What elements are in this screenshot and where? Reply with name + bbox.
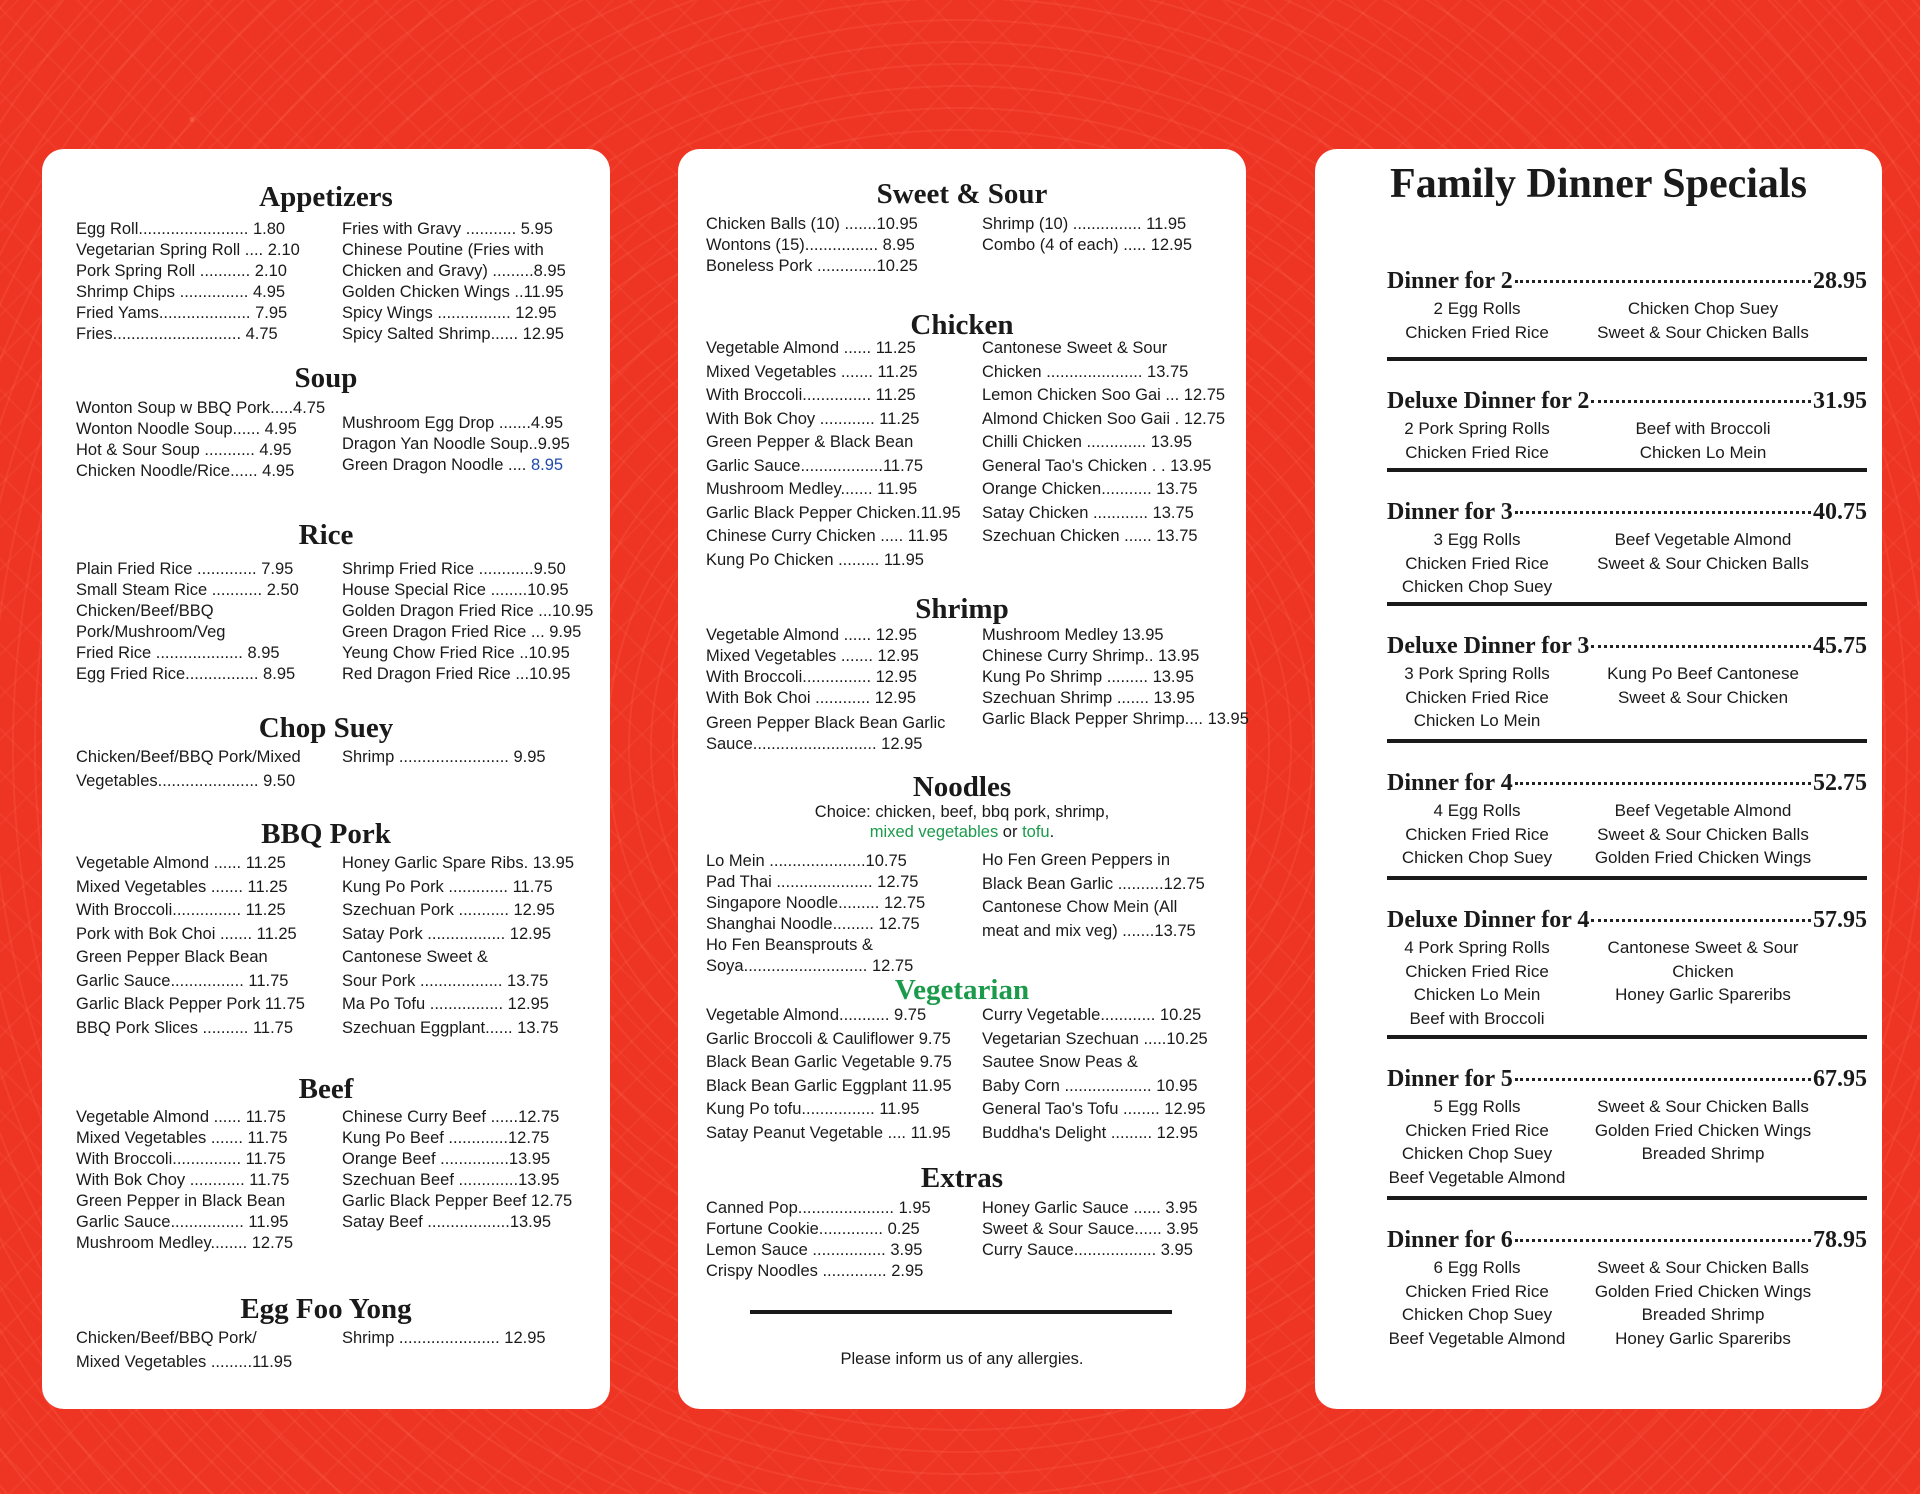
menu-item: Green Pepper Black Bean Garlic: [706, 714, 946, 732]
menu-item: Shrimp Fried Rice ............9.50: [342, 560, 566, 578]
deal-item-column: [1588, 799, 1818, 870]
menu-item: Black Bean Garlic Vegetable 9.75: [706, 1053, 952, 1071]
deal-divider: [1387, 1196, 1867, 1200]
menu-item: Lemon Chicken Soo Gai ... 12.75: [982, 386, 1226, 404]
menu-item: Cantonese Sweet &: [342, 948, 488, 966]
menu-item: Green Pepper Black Bean: [76, 948, 268, 966]
menu-item: Satay Pork ................. 12.95: [342, 924, 552, 943]
item-column: [76, 1107, 293, 1254]
menu-item: Mixed Vegetables ....... 11.25: [76, 877, 288, 896]
menu-item: Pork with Bok Choi ....... 11.25: [76, 924, 297, 943]
menu-item: Chinese Curry Chicken ..... 11.95: [706, 527, 948, 545]
menu-item: Vegetable Almond ...... 11.75: [76, 1108, 286, 1126]
menu-item: General Tao's Chicken . . 13.95: [982, 456, 1212, 475]
dot-leader: [1515, 511, 1811, 514]
section-title: Noodles: [912, 771, 1012, 803]
item-price: 8.95: [530, 456, 564, 474]
deal-item: Chicken Chop Suey: [1401, 1144, 1553, 1163]
deal-item: Sweet & Sour Chicken Balls: [1597, 553, 1809, 573]
item-column: [76, 852, 305, 1040]
menu-item: Green Pepper in Black Bean: [76, 1192, 286, 1210]
menu-item: Garlic Black Pepper Pork 11.75: [76, 995, 305, 1013]
deal-item-column: [1588, 1095, 1818, 1166]
deal-name: Dinner for 4: [1387, 770, 1513, 796]
deal-price: 28.95: [1813, 268, 1867, 294]
deal-item: Honey Garlic Spareribs: [1615, 1328, 1791, 1348]
menu-item: Mixed Vegetables ....... 11.25: [706, 362, 918, 381]
deal-item-column: [1362, 417, 1592, 464]
item-column: [342, 413, 570, 476]
page-title: Family Dinner Specials: [1390, 161, 1807, 207]
menu-item: Plain Fried Rice ............. 7.95: [76, 560, 294, 578]
menu-item: Chicken and Gravy) .........8.95: [342, 262, 566, 280]
menu-item: Fried Rice ................... 8.95: [76, 644, 280, 662]
deal-item: 2 Pork Spring Rolls: [1404, 419, 1550, 438]
deal-item: Chicken Fried Rice: [1405, 687, 1549, 707]
menu-item: Pad Thai ..................... 12.75: [706, 873, 919, 891]
menu-item: Red Dragon Fried Rice ...10.95: [342, 665, 571, 683]
deal-item: Kung Po Beef Cantonese: [1607, 664, 1799, 683]
menu-item: Buddha's Delight ......... 12.95: [982, 1123, 1198, 1142]
deal-heading: [1387, 906, 1867, 934]
menu-item: Wonton Noodle Soup...... 4.95: [76, 420, 297, 438]
section-title: Chicken: [910, 309, 1014, 341]
deal-item: Honey Garlic Spareribs: [1615, 985, 1791, 1004]
menu-item: BBQ Pork Slices .......... 11.75: [76, 1018, 294, 1037]
dot-leader: [1591, 645, 1811, 648]
deal-item: Chicken Fried Rice: [1405, 553, 1549, 573]
dot-leader: [1591, 400, 1811, 403]
deal-item: Chicken Fried Rice: [1405, 1281, 1549, 1301]
menu-item: Cantonese Chow Mein (All: [982, 898, 1178, 916]
deal-item: Beef Vegetable Almond: [1614, 801, 1792, 820]
deal-name: Deluxe Dinner for 3: [1387, 633, 1590, 659]
deal-item: Golden Fried Chicken Wings: [1594, 1120, 1812, 1140]
menu-item: Vegetable Almond........... 9.75: [706, 1006, 927, 1024]
item-column: [982, 1198, 1198, 1261]
choice-option: tofu: [1022, 823, 1050, 841]
deal-divider: [1387, 357, 1867, 361]
deal-item-column: [1588, 417, 1818, 464]
deal-item-column: [1362, 662, 1592, 733]
menu-item: With Bok Choy ............ 11.25: [706, 409, 920, 428]
deal-item-column: [1588, 297, 1818, 344]
menu-item: Fried Yams.................... 7.95: [76, 304, 288, 322]
menu-item: Pork Spring Roll ........... 2.10: [76, 262, 287, 280]
menu-item: Szechuan Eggplant...... 13.75: [342, 1018, 559, 1037]
menu-item: Szechuan Shrimp ....... 13.95: [982, 689, 1195, 707]
deal-item: Chicken Fried Rice: [1405, 442, 1549, 462]
menu-item: Hot & Sour Soup ........... 4.95: [76, 441, 292, 459]
menu-panel-right: [1315, 149, 1882, 1409]
divider: [750, 1310, 1172, 1314]
deal-item: Sweet & Sour Chicken Balls: [1597, 1097, 1809, 1116]
deal-heading: [1387, 632, 1867, 660]
menu-item: Garlic Sauce................ 11.95: [76, 1213, 289, 1231]
menu-item: Black Bean Garlic Eggplant 11.95: [706, 1076, 952, 1095]
deal-item-column: [1588, 528, 1818, 575]
item-column: [706, 214, 918, 277]
menu-item: Golden Dragon Fried Rice ...10.95: [342, 602, 594, 620]
menu-item: Green Pepper & Black Bean: [706, 433, 914, 451]
section-title: Extras: [920, 1162, 1004, 1194]
menu-item: Soya........................... 12.75: [706, 957, 914, 975]
menu-item: Crispy Noodles .............. 2.95: [706, 1262, 924, 1280]
menu-item: Garlic Sauce................ 11.75: [76, 971, 289, 990]
menu-item: Chicken/Beef/BBQ: [76, 602, 214, 620]
dot-leader: [1515, 1239, 1811, 1242]
deal-item-column: [1588, 1256, 1818, 1350]
section-title: Egg Foo Yong: [240, 1293, 412, 1325]
deal-heading: [1387, 267, 1867, 295]
noodle-choice-note: [678, 802, 1246, 842]
deal-item: 5 Egg Rolls: [1433, 1097, 1521, 1116]
menu-item: Chinese Poutine (Fries with: [342, 241, 544, 259]
menu-item: General Tao's Tofu ........ 12.95: [982, 1100, 1206, 1118]
menu-item: With Bok Choi ............ 12.95: [706, 689, 917, 707]
menu-item: Cantonese Sweet & Sour: [982, 339, 1168, 357]
menu-item: Spicy Wings ................ 12.95: [342, 304, 557, 322]
deal-price: 45.75: [1813, 633, 1867, 659]
menu-item: Garlic Sauce..................11.75: [706, 456, 924, 475]
menu-item: Sour Pork .................. 13.75: [342, 971, 549, 990]
menu-item: Small Steam Rice ........... 2.50: [76, 581, 299, 599]
dot-leader: [1515, 782, 1811, 785]
menu-item: Vegetarian Spring Roll .... 2.10: [76, 241, 300, 259]
deal-item: 2 Egg Rolls: [1433, 299, 1521, 318]
menu-item: Satay Chicken ............ 13.75: [982, 503, 1194, 522]
deal-item: Cantonese Sweet & Sour: [1607, 938, 1799, 957]
deal-item-column: [1362, 1256, 1592, 1350]
item-column: [76, 559, 299, 685]
deal-name: Deluxe Dinner for 4: [1387, 907, 1590, 933]
deal-item: Chicken Chop Suey: [1401, 1305, 1553, 1324]
menu-item: Yeung Chow Fried Rice ..10.95: [342, 644, 570, 662]
menu-item: Wontons (15)................ 8.95: [706, 236, 915, 254]
menu-item: Mushroom Medley....... 11.95: [706, 480, 918, 498]
menu-item: House Special Rice ........10.95: [342, 581, 569, 599]
deal-item-column: [1362, 297, 1592, 344]
item-column: [76, 746, 301, 793]
deal-item: Beef Vegetable Almond: [1388, 1167, 1566, 1187]
section-title: Shrimp: [915, 593, 1009, 625]
dot-leader: [1515, 280, 1811, 283]
menu-item: Kung Po Beef .............12.75: [342, 1129, 550, 1147]
deal-item: Chicken Fried Rice: [1405, 961, 1549, 981]
deal-divider: [1387, 739, 1867, 743]
dot-leader: [1591, 919, 1811, 922]
item-column: [342, 1327, 546, 1351]
deal-item: 4 Egg Rolls: [1433, 801, 1521, 820]
deal-item-column: [1362, 1095, 1592, 1189]
deal-item: Sweet & Sour Chicken Balls: [1597, 322, 1809, 342]
section-title: Rice: [298, 519, 354, 551]
menu-item: With Broccoli............... 12.95: [706, 668, 917, 686]
menu-item: Egg Roll........................ 1.80: [76, 220, 286, 238]
allergy-note: Please inform us of any allergies.: [840, 1350, 1084, 1368]
menu-item: Curry Sauce.................. 3.95: [982, 1241, 1193, 1259]
item-column: [982, 214, 1192, 256]
menu-item: Garlic Black Pepper Shrimp.... 13.95: [982, 710, 1249, 728]
menu-item: Mixed Vegetables .........11.95: [76, 1352, 293, 1371]
menu-item: Vegetable Almond ...... 11.25: [706, 339, 916, 357]
menu-item: Vegetable Almond ...... 11.25: [76, 854, 286, 872]
choice-end: .: [1049, 823, 1055, 841]
section-title: BBQ Pork: [261, 818, 391, 850]
menu-item: Kung Po Shrimp ......... 13.95: [982, 668, 1194, 686]
menu-item: Mushroom Medley 13.95: [982, 626, 1164, 644]
deal-item: 4 Pork Spring Rolls: [1404, 938, 1550, 957]
menu-item: Orange Beef ...............13.95: [342, 1150, 551, 1168]
dot-leader: [1515, 1078, 1811, 1081]
menu-item: Orange Chicken........... 13.75: [982, 480, 1198, 498]
menu-item: Chicken Noodle/Rice...... 4.95: [76, 462, 295, 480]
deal-item: Beef with Broccoli: [1635, 419, 1771, 438]
menu-item: Fortune Cookie.............. 0.25: [706, 1220, 920, 1238]
item-column: [982, 337, 1225, 549]
menu-item: Kung Po Chicken ......... 11.95: [706, 550, 924, 569]
menu-item: Chicken Balls (10) .......10.95: [706, 215, 918, 233]
deal-item-column: [1588, 662, 1818, 709]
menu-item: Spicy Salted Shrimp...... 12.95: [342, 325, 564, 343]
deal-divider: [1387, 1035, 1867, 1039]
deal-divider: [1387, 876, 1867, 880]
deal-item: Chicken Fried Rice: [1405, 824, 1549, 844]
deal-item: Chicken Lo Mein: [1413, 985, 1541, 1004]
menu-item: Singapore Noodle......... 12.75: [706, 894, 926, 912]
menu-item: Combo (4 of each) ..... 12.95: [982, 236, 1193, 254]
deal-price: 40.75: [1813, 499, 1867, 525]
menu-item: Vegetable Almond ...... 12.95: [706, 626, 917, 644]
item-column: [982, 1004, 1208, 1145]
menu-item: [342, 455, 570, 476]
menu-item: Lo Mein .....................10.75: [706, 852, 907, 870]
menu-item: Chinese Curry Beef ......12.75: [342, 1108, 560, 1126]
deal-price: 52.75: [1813, 770, 1867, 796]
deal-item: Chicken Lo Mein: [1639, 442, 1767, 462]
menu-item: Lemon Sauce ................ 3.95: [706, 1241, 923, 1259]
menu-item: Fries............................ 4.75: [76, 325, 278, 343]
deal-item: 6 Egg Rolls: [1433, 1258, 1521, 1277]
item-column: [76, 219, 300, 345]
menu-item: Satay Peanut Vegetable .... 11.95: [706, 1123, 951, 1142]
menu-item: Garlic Broccoli & Cauliflower 9.75: [706, 1029, 951, 1048]
menu-item: Ma Po Tofu ................ 12.95: [342, 995, 549, 1013]
section-title: Appetizers: [259, 181, 393, 213]
section-title: Sweet & Sour: [876, 178, 1048, 210]
menu-item: Almond Chicken Soo Gaii . 12.75: [982, 409, 1226, 428]
menu-item: Baby Corn ................... 10.95: [982, 1076, 1198, 1095]
menu-item: Black Bean Garlic ..........12.75: [982, 874, 1205, 893]
menu-item: Boneless Pork .............10.25: [706, 257, 918, 275]
choice-line: Choice: chicken, beef, bbq pork, shrimp,: [814, 803, 1110, 821]
menu-item: Mushroom Medley........ 12.75: [76, 1234, 294, 1252]
menu-item: Mushroom Egg Drop .......4.95: [342, 414, 564, 432]
menu-item: Golden Chicken Wings ..11.95: [342, 283, 564, 301]
menu-item: Vegetables...................... 9.50: [76, 771, 296, 790]
deal-divider: [1387, 468, 1867, 472]
deal-heading: [1387, 1065, 1867, 1093]
deal-item: Chicken Lo Mein: [1413, 711, 1541, 730]
menu-item: Canned Pop..................... 1.95: [706, 1199, 931, 1217]
menu-item: Green Dragon Fried Rice ... 9.95: [342, 623, 582, 641]
menu-item: Fries with Gravy ........... 5.95: [342, 220, 553, 238]
menu-item: Curry Vegetable............ 10.25: [982, 1006, 1202, 1024]
menu-item: Chicken/Beef/BBQ Pork/Mixed: [76, 748, 301, 766]
menu-item: Shrimp ...................... 12.95: [342, 1329, 546, 1347]
deal-name: Dinner for 2: [1387, 268, 1513, 294]
menu-item: Kung Po tofu................ 11.95: [706, 1100, 920, 1118]
deal-item: Beef Vegetable Almond: [1388, 1328, 1566, 1348]
menu-item: Wonton Soup w BBQ Pork.....4.75: [76, 399, 326, 417]
item-column: [706, 625, 945, 755]
deal-item: Golden Fried Chicken Wings: [1594, 1281, 1812, 1301]
menu-item: With Broccoli............... 11.25: [76, 901, 286, 919]
deal-item: Chicken: [1672, 961, 1734, 981]
menu-item: Honey Garlic Spare Ribs. 13.95: [342, 854, 575, 872]
deal-name: Deluxe Dinner for 2: [1387, 388, 1590, 414]
menu-item: Garlic Black Pepper Chicken.11.95: [706, 503, 961, 522]
item-column: [342, 1107, 572, 1233]
item-column: [982, 625, 1249, 730]
menu-item: Kung Po Pork ............. 11.75: [342, 877, 553, 896]
deal-name: Dinner for 6: [1387, 1227, 1513, 1253]
menu-item: Chicken ..................... 13.75: [982, 362, 1189, 381]
menu-item: Sweet & Sour Sauce...... 3.95: [982, 1220, 1199, 1238]
deal-item: Sweet & Sour Chicken: [1617, 687, 1789, 707]
deal-item: Chicken Chop Suey: [1401, 848, 1553, 867]
menu-item: meat and mix veg) .......13.75: [982, 921, 1196, 940]
menu-item: Dragon Yan Noodle Soup..9.95: [342, 435, 570, 453]
menu-item: Garlic Black Pepper Beef 12.75: [342, 1192, 573, 1210]
deal-item: Chicken Chop Suey: [1627, 299, 1779, 318]
deal-heading: [1387, 387, 1867, 415]
deal-heading: [1387, 498, 1867, 526]
section-title: Chop Suey: [258, 712, 394, 744]
deal-item: Chicken Fried Rice: [1405, 1120, 1549, 1140]
deal-divider: [1387, 602, 1867, 606]
menu-item: Pork/Mushroom/Veg: [76, 623, 226, 641]
choice-line: [678, 822, 1246, 842]
menu-item: Sautee Snow Peas &: [982, 1053, 1138, 1071]
choice-option: mixed vegetables: [869, 823, 999, 841]
deal-item: Sweet & Sour Chicken Balls: [1597, 1258, 1809, 1277]
item-column: [342, 852, 574, 1040]
item-column: [342, 219, 566, 345]
deal-item: Breaded Shrimp: [1641, 1305, 1765, 1324]
menu-item: Satay Beef ..................13.95: [342, 1213, 552, 1231]
item-column: [342, 746, 546, 770]
menu-panel-left: [42, 149, 610, 1409]
deal-item: Beef Vegetable Almond: [1614, 530, 1792, 549]
deal-price: 31.95: [1813, 388, 1867, 414]
deal-item: 3 Pork Spring Rolls: [1404, 664, 1550, 683]
deal-item: Chicken Fried Rice: [1405, 322, 1549, 342]
menu-item: Honey Garlic Sauce ...... 3.95: [982, 1199, 1198, 1217]
item-column: [706, 1198, 931, 1282]
menu-panel-middle: [678, 149, 1249, 1409]
item-column: [706, 851, 925, 977]
menu-item: Szechuan Beef .............13.95: [342, 1171, 560, 1189]
choice-connector: or: [998, 823, 1023, 841]
menu-item: Chicken/Beef/BBQ Pork/: [76, 1329, 257, 1347]
deal-price: 67.95: [1813, 1066, 1867, 1092]
deal-item: Sweet & Sour Chicken Balls: [1597, 824, 1809, 844]
menu-item: Shrimp (10) ............... 11.95: [982, 215, 1187, 233]
menu-item: Egg Fried Rice................ 8.95: [76, 665, 296, 683]
menu-item: Ho Fen Green Peppers in: [982, 851, 1171, 869]
menu-item: Chilli Chicken ............. 13.95: [982, 433, 1193, 451]
deal-item-column: [1362, 799, 1592, 870]
menu-item: Shrimp Chips ............... 4.95: [76, 283, 286, 301]
item-column: [706, 337, 961, 572]
deal-item: Breaded Shrimp: [1641, 1144, 1765, 1163]
deal-price: 78.95: [1813, 1227, 1867, 1253]
deal-heading: [1387, 769, 1867, 797]
item-column: [982, 849, 1205, 943]
deal-item: 3 Egg Rolls: [1433, 530, 1521, 549]
section-title: Soup: [294, 362, 358, 394]
menu-item: Vegetarian Szechuan .....10.25: [982, 1029, 1208, 1048]
item-column: [342, 559, 593, 685]
menu-item: Chinese Curry Shrimp.. 13.95: [982, 647, 1200, 665]
menu-item: Sauce........................... 12.95: [706, 735, 923, 753]
deal-name: Dinner for 5: [1387, 1066, 1513, 1092]
menu-item: Shanghai Noodle......... 12.75: [706, 915, 920, 933]
menu-item: Mixed Vegetables ....... 11.75: [76, 1129, 288, 1147]
deal-item: Golden Fried Chicken Wings: [1594, 848, 1812, 867]
menu-item: Mixed Vegetables ....... 12.95: [706, 647, 919, 665]
menu-item: With Broccoli............... 11.25: [706, 386, 916, 404]
deal-heading: [1387, 1226, 1867, 1254]
menu-item: Ho Fen Beansprouts &: [706, 936, 873, 954]
item-column: [706, 1004, 952, 1145]
section-title: Beef: [298, 1073, 354, 1105]
deal-item-column: [1362, 528, 1592, 599]
menu-item: Shrimp ........................ 9.95: [342, 748, 546, 766]
menu-item: Szechuan Chicken ...... 13.75: [982, 527, 1198, 545]
deal-name: Dinner for 3: [1387, 499, 1513, 525]
deal-item-column: [1362, 936, 1592, 1030]
item-column: [76, 398, 325, 482]
item-label: Green Dragon Noodle ....: [342, 456, 531, 474]
menu-item: Szechuan Pork ........... 12.95: [342, 901, 555, 919]
menu-item: With Broccoli............... 11.75: [76, 1150, 286, 1168]
deal-item-column: [1588, 936, 1818, 1007]
deal-price: 57.95: [1813, 907, 1867, 933]
item-column: [76, 1327, 292, 1374]
section-title: Vegetarian: [894, 974, 1030, 1006]
deal-item: Beef with Broccoli: [1409, 1008, 1545, 1028]
deal-item: Chicken Chop Suey: [1401, 577, 1553, 596]
menu-item: With Bok Choy ............ 11.75: [76, 1171, 290, 1189]
